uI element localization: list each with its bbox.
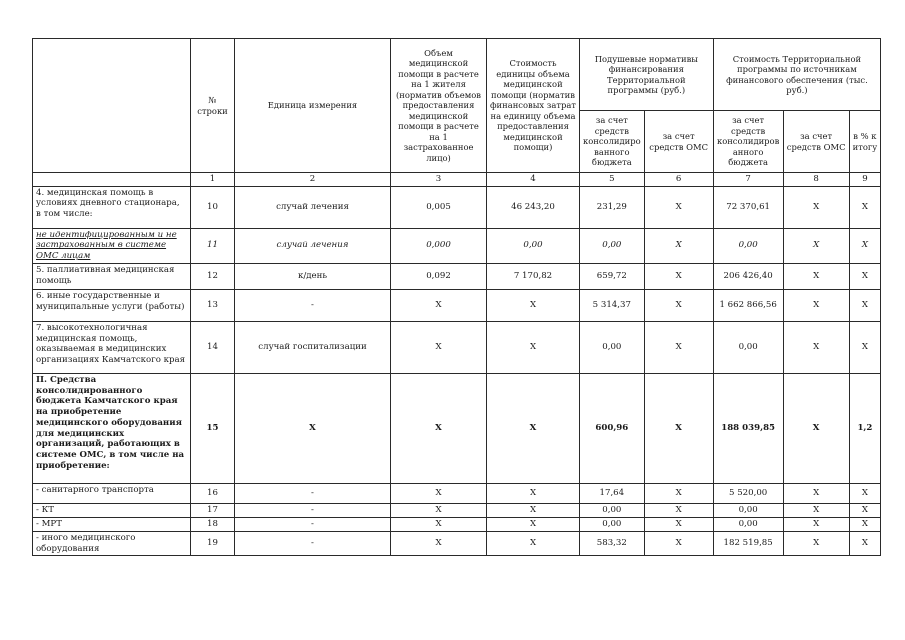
row-unit: - [235,517,391,531]
row-oms-per-capita: Х [644,517,713,531]
row-unit-cost: 0,00 [487,228,580,263]
header-unit: Единица измерения [235,39,391,173]
table-row [33,531,881,555]
header-budget-cost: за счет средств консолидиров анного бюджета [713,111,783,173]
row-volume: Х [391,503,487,517]
row-budget-cost: 5 520,00 [713,483,783,503]
row-line-no: 19 [191,531,235,555]
row-oms-cost: Х [783,483,849,503]
header-group-cost: Стоимость Территориальной программы по источникам финансового обеспечения (тыс. руб.) [713,39,881,111]
row-oms-per-capita: Х [644,186,713,228]
row-name: не идентифицированным и не застрахованным в системе ОМС лицам [33,228,191,263]
row-unit: Х [235,373,391,483]
row-budget-cost: 0,00 [713,228,783,263]
row-unit-cost: Х [487,373,580,483]
row-oms-cost: Х [783,503,849,517]
column-number: 8 [783,173,849,187]
row-budget-per-capita: 231,29 [580,186,645,228]
row-name: - иного медицинского оборудования [33,531,191,555]
row-line-no: 14 [191,321,235,373]
row-oms-cost: Х [783,531,849,555]
table-row [33,263,881,289]
row-volume: 0,092 [391,263,487,289]
row-budget-cost: 188 039,85 [713,373,783,483]
row-oms-per-capita: Х [644,373,713,483]
row-unit: случай лечения [235,228,391,263]
row-unit-cost: Х [487,531,580,555]
row-budget-cost: 72 370,61 [713,186,783,228]
column-number: 6 [644,173,713,187]
row-volume: Х [391,321,487,373]
table-row [33,373,881,483]
row-unit: - [235,289,391,321]
header-name-cell [33,39,191,173]
table-row [33,321,881,373]
row-oms-per-capita: Х [644,321,713,373]
row-name: II. Средства консолидированного бюджета Камчатского края на приобретение медицинского оборудования для медицинских организаций, работающих в системе ОМС, в том числе на приобретение: [33,373,191,483]
row-oms-per-capita: Х [644,531,713,555]
row-budget-per-capita: 17,64 [580,483,645,503]
row-unit-cost: Х [487,503,580,517]
row-budget-per-capita: 0,00 [580,503,645,517]
header-budget-per-capita: за счет средств консолидиро ванного бюджета [580,111,645,173]
row-line-no: 13 [191,289,235,321]
header-line-no: № строки [191,39,235,173]
row-line-no: 16 [191,483,235,503]
column-number: 9 [849,173,881,187]
header-pct-total: в % к итогу [849,111,881,173]
row-unit-cost: 7 170,82 [487,263,580,289]
row-line-no: 17 [191,503,235,517]
row-oms-cost: Х [783,321,849,373]
row-budget-per-capita: 583,32 [580,531,645,555]
row-budget-per-capita: 659,72 [580,263,645,289]
table-row [33,228,881,263]
row-budget-cost: 0,00 [713,503,783,517]
row-unit-cost: Х [487,289,580,321]
row-unit: к/день [235,263,391,289]
row-budget-cost: 0,00 [713,517,783,531]
row-volume: 0,000 [391,228,487,263]
column-number: 3 [391,173,487,187]
header-unit-cost: Стоимость единицы объема медицинской помощи (норматив финансовых затрат на единицу объема предоставления медицинской помощи) [487,39,580,173]
budget-table [32,38,881,556]
row-name: 4. медицинская помощь в условиях дневного стационара, в том числе: [33,186,191,228]
row-budget-cost: 182 519,85 [713,531,783,555]
column-number [33,173,191,187]
row-budget-per-capita: 0,00 [580,517,645,531]
row-budget-per-capita: 600,96 [580,373,645,483]
row-pct-total: Х [849,186,881,228]
row-pct-total: Х [849,517,881,531]
row-unit: случай лечения [235,186,391,228]
table-row [33,186,881,228]
row-oms-per-capita: Х [644,503,713,517]
row-pct-total: Х [849,503,881,517]
row-name: - МРТ [33,517,191,531]
row-pct-total: Х [849,483,881,503]
row-pct-total: Х [849,263,881,289]
row-budget-cost: 1 662 866,56 [713,289,783,321]
header-oms-cost: за счет средств ОМС [783,111,849,173]
row-oms-cost: Х [783,289,849,321]
row-pct-total: Х [849,289,881,321]
row-unit-cost: Х [487,517,580,531]
row-volume: Х [391,483,487,503]
row-volume: 0,005 [391,186,487,228]
table-row [33,503,881,517]
column-number: 7 [713,173,783,187]
row-budget-per-capita: 0,00 [580,321,645,373]
row-name: 7. высокотехнологичная медицинская помощь, оказываемая в медицинских организациях Камчатского края [33,321,191,373]
row-oms-per-capita: Х [644,289,713,321]
row-unit: случай госпитализации [235,321,391,373]
row-oms-cost: Х [783,228,849,263]
row-oms-per-capita: Х [644,228,713,263]
row-oms-cost: Х [783,517,849,531]
row-line-no: 12 [191,263,235,289]
row-name: 6. иные государственные и муниципальные услуги (работы) [33,289,191,321]
row-oms-per-capita: Х [644,263,713,289]
row-budget-per-capita: 0,00 [580,228,645,263]
row-name: 5. паллиативная медицинская помощь [33,263,191,289]
row-unit: - [235,503,391,517]
table-row [33,517,881,531]
row-volume: Х [391,517,487,531]
column-number: 4 [487,173,580,187]
table-row [33,483,881,503]
row-pct-total: Х [849,321,881,373]
row-name: - КТ [33,503,191,517]
row-oms-cost: Х [783,263,849,289]
header-oms-per-capita: за счет средств ОМС [644,111,713,173]
row-line-no: 10 [191,186,235,228]
row-budget-cost: 0,00 [713,321,783,373]
row-budget-cost: 206 426,40 [713,263,783,289]
row-unit-cost: 46 243,20 [487,186,580,228]
row-oms-cost: Х [783,186,849,228]
column-number: 2 [235,173,391,187]
column-number: 1 [191,173,235,187]
row-pct-total: 1,2 [849,373,881,483]
row-line-no: 11 [191,228,235,263]
row-volume: Х [391,373,487,483]
row-pct-total: Х [849,531,881,555]
row-volume: Х [391,531,487,555]
row-unit: - [235,483,391,503]
row-unit-cost: Х [487,483,580,503]
row-line-no: 15 [191,373,235,483]
column-number: 5 [580,173,645,187]
row-name: - санитарного транспорта [33,483,191,503]
row-oms-cost: Х [783,373,849,483]
row-oms-per-capita: Х [644,483,713,503]
row-unit-cost: Х [487,321,580,373]
row-pct-total: Х [849,228,881,263]
row-volume: Х [391,289,487,321]
row-unit: - [235,531,391,555]
header-volume: Объем медицинской помощи в расчете на 1 жителя (норматив объемов предоставления медицинской помощи в расчете на 1 застрахованное лицо) [391,39,487,173]
header-group-per-capita: Подушевые нормативы финансирования Территориальной программы (руб.) [580,39,714,111]
row-line-no: 18 [191,517,235,531]
row-budget-per-capita: 5 314,37 [580,289,645,321]
table-row [33,289,881,321]
